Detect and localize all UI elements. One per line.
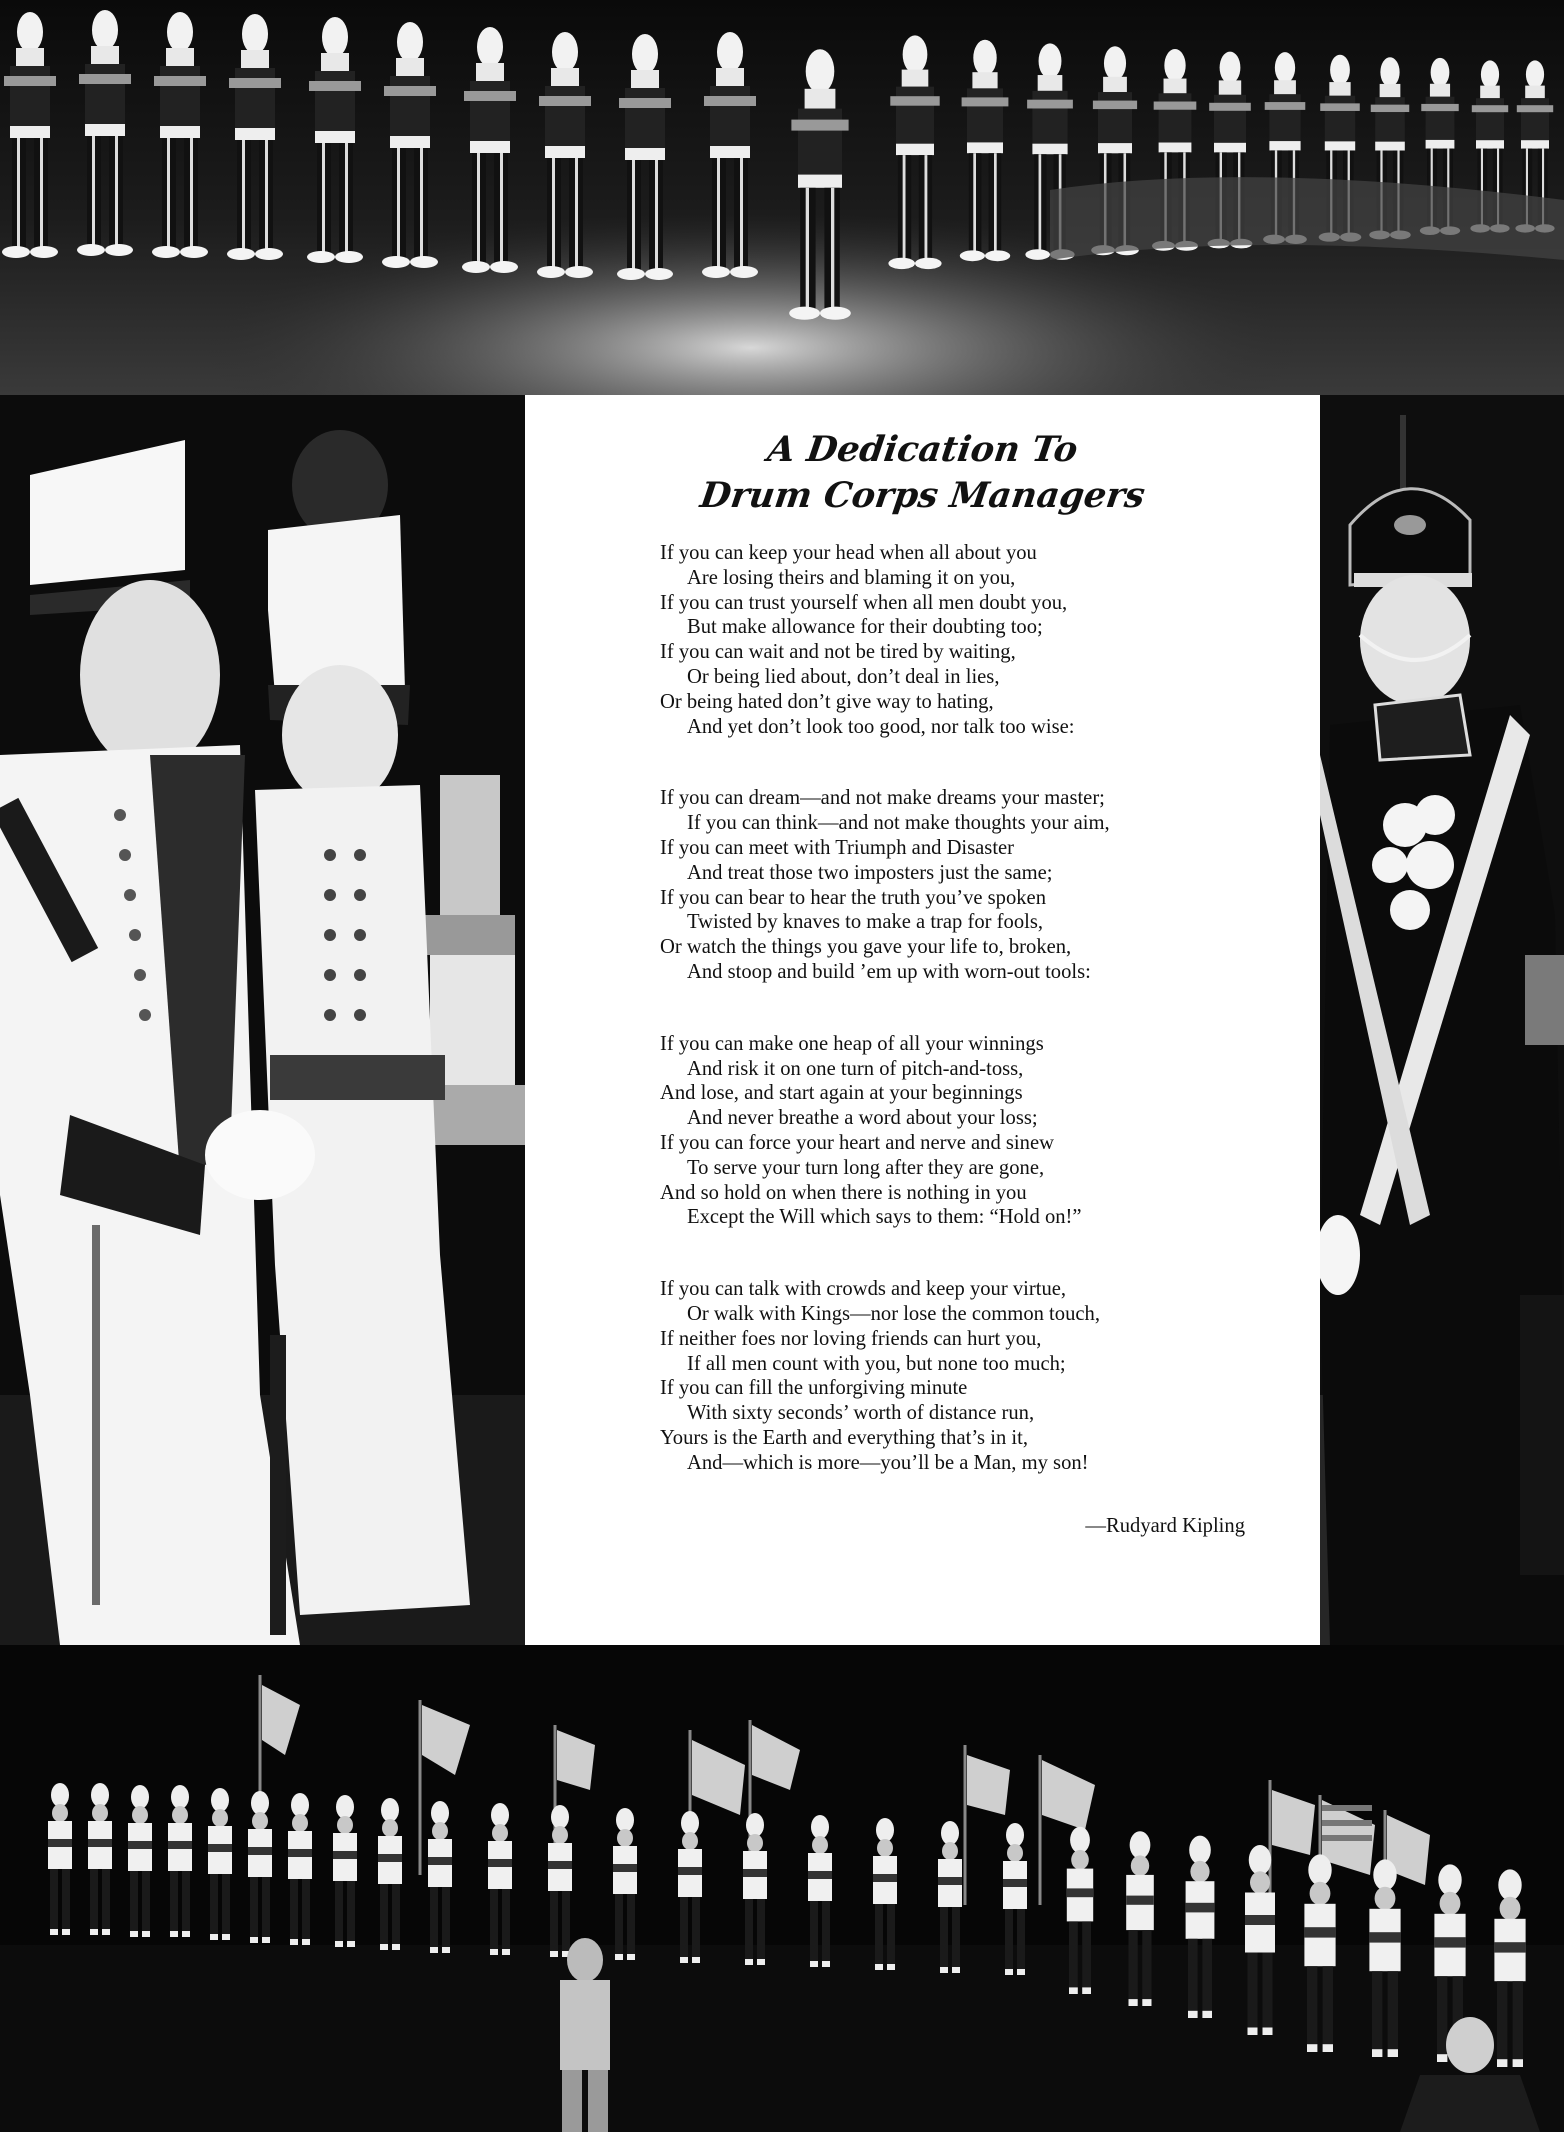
poem-line: And never breathe a word about your loss;	[687, 1107, 1038, 1130]
poem-line: If you can bear to hear the truth you’ve spoken	[660, 886, 1046, 909]
color-guard-field-photo	[0, 1645, 1564, 2132]
poem-line: If you can talk with crowds and keep your virtue,	[660, 1278, 1067, 1301]
poem-line: If you can fill the unforgiving minute	[660, 1377, 968, 1400]
poem-line: Or walk with Kings—nor lose the common touch,	[687, 1302, 1100, 1325]
poem-line: If you can think—and not make thoughts your aim,	[687, 812, 1110, 835]
poem-line: Or being lied about, don’t deal in lies,	[687, 665, 1000, 688]
poem-line: And—which is more—you’ll be a Man, my son!	[687, 1451, 1089, 1474]
poem-line: If all men count with you, but none too much;	[687, 1352, 1066, 1375]
poem-stanza	[660, 1277, 1280, 1475]
poem-panel	[525, 395, 1320, 1645]
poem-line: Yours is the Earth and everything that’s in it,	[660, 1426, 1028, 1449]
poem-line: Or watch the things you gave your life to, broken,	[660, 936, 1072, 959]
poem-line: If you can force your heart and nerve and sinew	[660, 1131, 1054, 1154]
page-title	[525, 427, 1320, 519]
poem-line: If you can dream—and not make dreams your master;	[660, 787, 1105, 810]
marching-line-photo	[0, 0, 1564, 395]
poem-line: Twisted by knaves to make a trap for fools,	[687, 911, 1043, 934]
poem-line: With sixty seconds’ worth of distance run,	[687, 1402, 1035, 1425]
poem-line: If you can make one heap of all your winnings	[660, 1032, 1044, 1055]
poem-line: If you can meet with Triumph and Disaster	[660, 836, 1015, 859]
poem-line: Except the Will which says to them: “Hold on!”	[687, 1206, 1082, 1229]
poem-line: And lose, and start again at your beginnings	[660, 1082, 1023, 1105]
poem-line: To serve your turn long after they are gone,	[687, 1156, 1045, 1179]
poem-line: If neither foes nor loving friends can hurt you,	[660, 1327, 1042, 1350]
poem-line: If you can trust yourself when all men doubt you,	[660, 591, 1068, 614]
poem-line: Or being hated don’t give way to hating,	[660, 690, 994, 713]
poem-line: Are losing theirs and blaming it on you,	[687, 566, 1016, 589]
poem-line: And risk it on one turn of pitch-and-toss,	[687, 1057, 1024, 1080]
poem-line: And stoop and build ’em up with worn-out tools:	[687, 960, 1091, 983]
poem-line: And so hold on when there is nothing in you	[660, 1181, 1027, 1204]
majorettes-photo	[0, 395, 525, 1645]
poem-line: And treat those two imposters just the same;	[687, 861, 1053, 884]
poem-stanza	[660, 541, 1280, 739]
poem-line: And yet don’t look too good, nor talk too wise:	[687, 715, 1075, 738]
poem-stanza	[660, 786, 1280, 984]
poem-line: If you can keep your head when all about you	[660, 542, 1037, 564]
title-line-2: Drum Corps Managers	[697, 475, 1148, 516]
poem-line: But make allowance for their doubting too;	[687, 616, 1043, 639]
title-line-1: A Dedication To	[764, 429, 1081, 470]
drum-corps-member-photo	[1320, 395, 1564, 1645]
poem-stanza	[660, 1032, 1280, 1230]
poem-line: If you can wait and not be tired by waiting,	[660, 641, 1016, 664]
poem-body	[660, 541, 1280, 1476]
poem-attribution: —Rudyard Kipling	[1085, 1515, 1245, 1537]
